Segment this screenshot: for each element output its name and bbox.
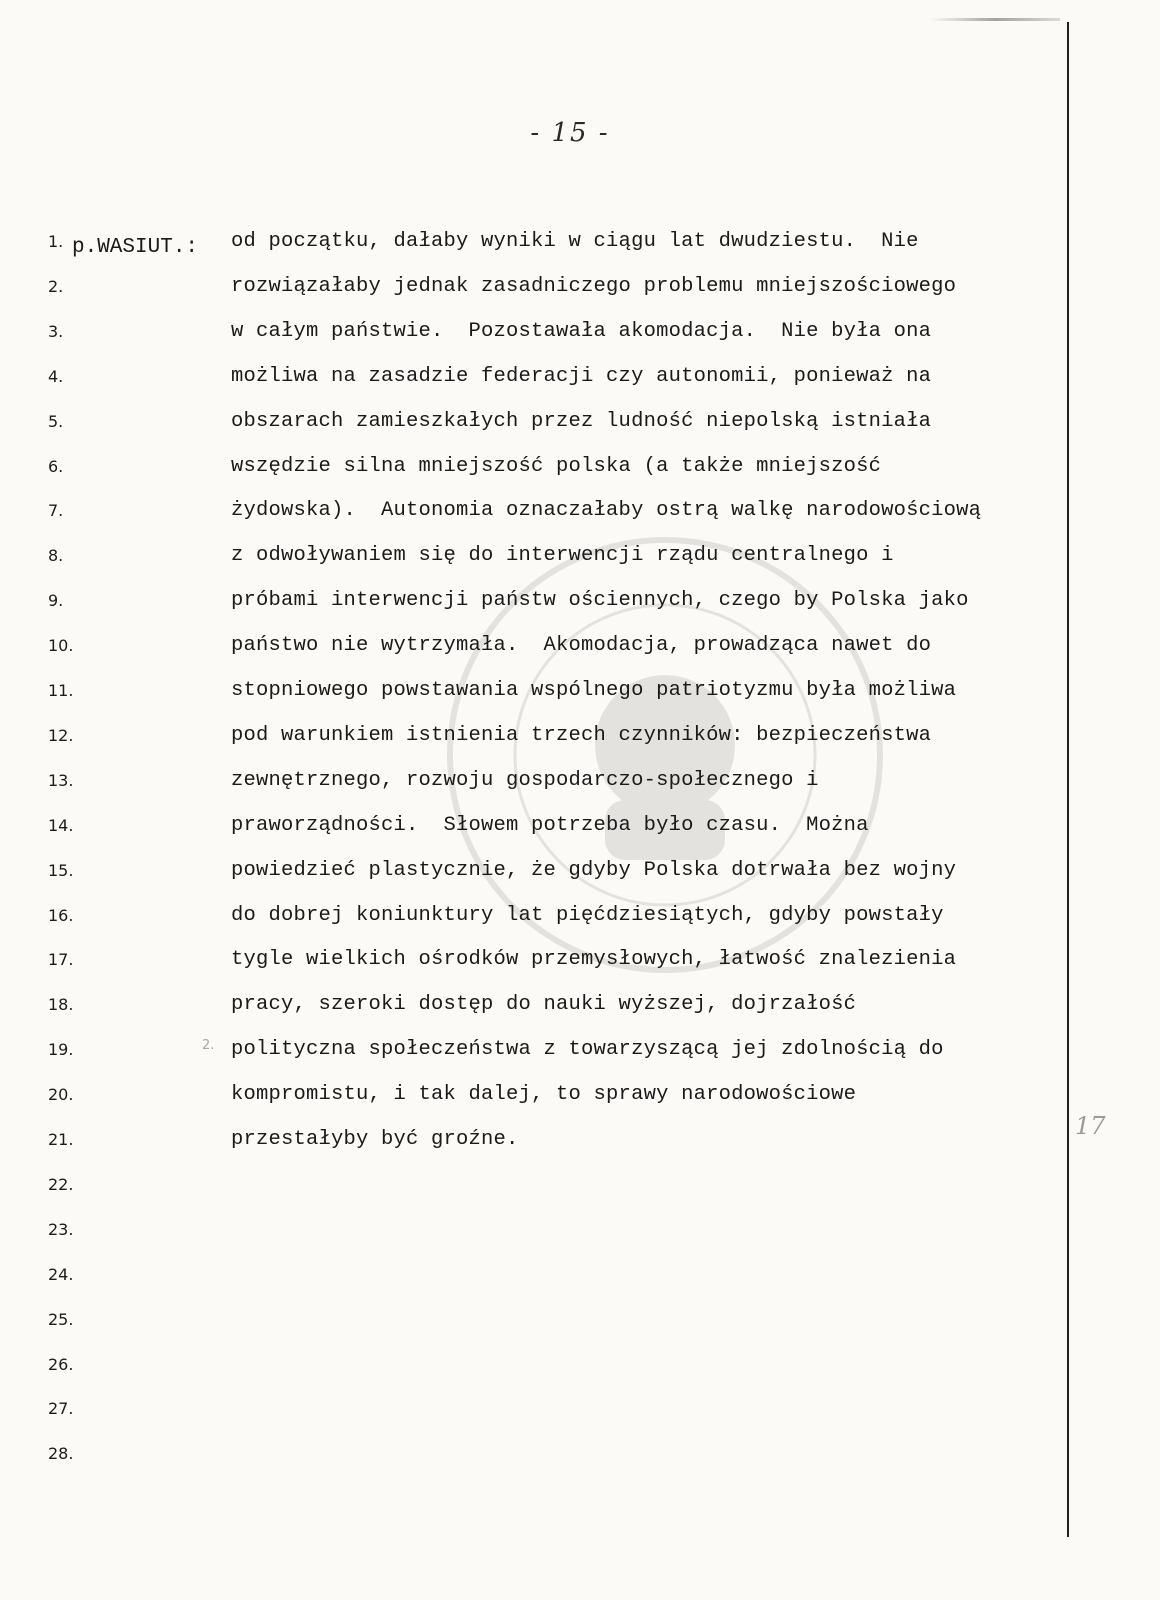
line-number: 12. (48, 725, 74, 745)
text-line: próbami interwencji państw ościennych, czego by Polska jako (231, 589, 969, 613)
line-number: 23. (48, 1219, 74, 1239)
line-number: 1. (48, 232, 64, 251)
text-line: do dobrej koniunktury lat pięćdziesiątych, gdyby powstały (231, 903, 944, 927)
line-number: 14. (48, 815, 74, 835)
line-number: 11. (48, 681, 74, 700)
text-line: z odwoływaniem się do interwencji rządu centralnego i (231, 544, 894, 568)
text-line: pracy, szeroki dostęp do nauki wyższej, dojrzałość (231, 993, 857, 1017)
margin-note-left: 2. (202, 1038, 215, 1053)
right-margin-rule (1067, 22, 1069, 1537)
text-line: pod warunkiem istnienia trzech czynników: bezpieczeństwa (231, 723, 932, 747)
line-number: 21. (48, 1130, 74, 1149)
line-number: 19. (48, 1040, 74, 1060)
line-number: 27. (48, 1399, 74, 1419)
line-number: 10. (48, 636, 74, 656)
line-number: 8. (48, 546, 64, 566)
text-line: w całym państwie. Pozostawała akomodacja. Nie była ona (231, 319, 932, 343)
line-number: 9. (48, 591, 64, 611)
text-line: od początku, dałaby wyniki w ciągu lat dwudziestu. Nie (231, 230, 919, 253)
text-line: obszarach zamieszkałych przez ludność niepolską istniała (231, 409, 932, 433)
text-line: zewnętrznego, rozwoju gospodarczo-społecznego i (231, 768, 819, 792)
text-line: rozwiązałaby jednak zasadniczego problemu mniejszościowego (231, 274, 957, 298)
text-line: kompromistu, i tak dalej, to sprawy narodowościowe (231, 1083, 857, 1107)
line-number: 2. (48, 276, 64, 296)
line-number: 6. (48, 456, 64, 476)
text-line: stopniowego powstawania wspólnego patriotyzmu była możliwa (231, 679, 957, 702)
text-line: powiedzieć plastycznie, że gdyby Polska dotrwała bez wojny (231, 858, 957, 882)
paper-smudge (930, 18, 1060, 21)
line-number: 24. (48, 1264, 74, 1284)
line-number: 22. (48, 1174, 74, 1194)
line-number: 26. (48, 1354, 74, 1374)
margin-note-right: 17 (1075, 1112, 1106, 1140)
line-number: 18. (48, 995, 74, 1015)
text-line: możliwa na zasadzie federacji czy autonomii, ponieważ na (231, 364, 932, 388)
text-line: przestałyby być groźne. (231, 1128, 519, 1151)
line-number: 25. (48, 1309, 74, 1329)
line-number: 28. (48, 1444, 74, 1464)
line-number: 17. (48, 950, 74, 970)
text-line: praworządności. Słowem potrzeba było czasu. Można (231, 813, 869, 837)
line-number: 20. (48, 1085, 74, 1105)
text-line: wszędzie silna mniejszość polska (a także mniejszość (231, 454, 882, 478)
text-line: tygle wielkich ośrodków przemysłowych, łatwość znalezienia (231, 948, 957, 972)
line-number: 3. (48, 321, 64, 341)
line-number: 5. (48, 411, 64, 431)
text-line: żydowska). Autonomia oznaczałaby ostrą walkę narodowościową (231, 499, 982, 523)
line-number: 15. (48, 860, 74, 880)
line-number: 7. (48, 501, 64, 521)
line-number: 4. (48, 366, 64, 386)
text-line: polityczna społeczeństwa z towarzyszącą jej zdolnością do (231, 1038, 944, 1062)
speaker-label: p.WASIUT.: (72, 236, 199, 259)
line-number: 13. (48, 770, 74, 790)
line-number: 16. (48, 905, 74, 925)
text-line: państwo nie wytrzymała. Akomodacja, prowadząca nawet do (231, 634, 932, 658)
page-number: - 15 - (530, 118, 610, 148)
